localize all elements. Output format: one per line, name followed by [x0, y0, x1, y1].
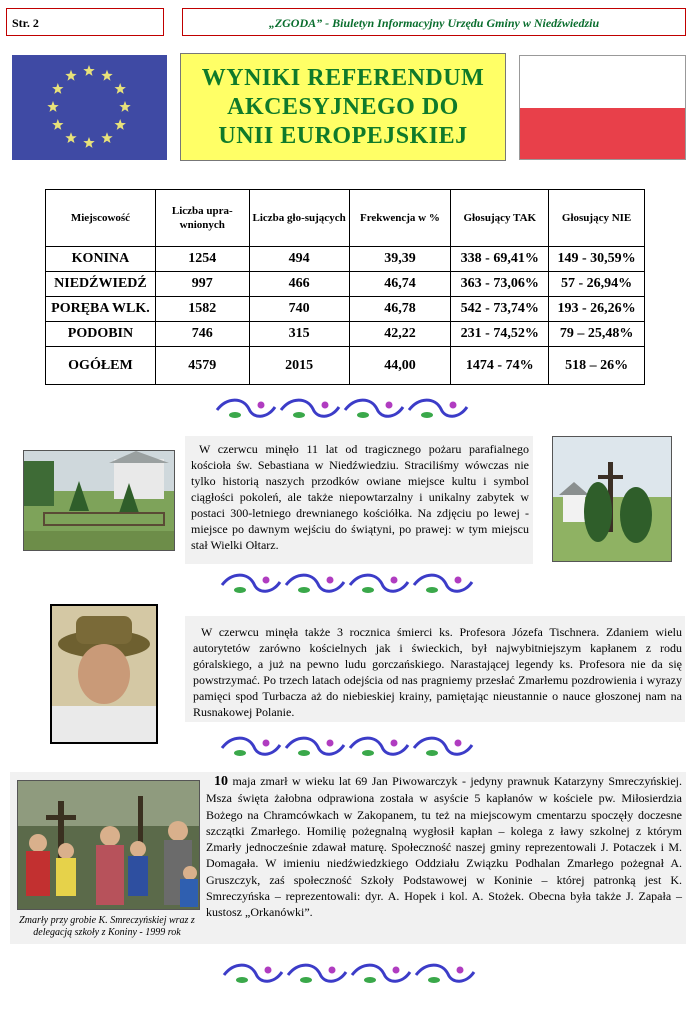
- page-number: Str. 2: [6, 8, 164, 36]
- value-cell: 2015: [249, 347, 349, 385]
- referendum-results-table: [45, 189, 645, 385]
- value-cell: 338 - 69,41%: [451, 247, 549, 272]
- ornament-divider: [218, 735, 480, 766]
- table-row: [46, 297, 645, 322]
- value-cell: 1582: [155, 297, 249, 322]
- table-row: [46, 347, 645, 385]
- swirl-icon: [409, 400, 467, 418]
- star-icon: [83, 137, 94, 148]
- tischner-text: W czerwcu minęła także 3 rocznica śmierci ks. Profesora Józefa Tischnera. Zdaniem wielu autorytetów zarówno kościelnych jak i świeckich, był najwybitniejszym kapłanem z rodu góralskiego, a już na pewno ludu gorczańskiego. Narastającej legendy ks. Profesora nie da się powstrzymać. Po trzech latach odejścia od nas pragniemy przesłać Zmarłemu pozdrowienia i wyrazy pamięci spod Turbacza aż do niebieskiej krainy, pamiętając nieustannie o nauce głoszonej nam na Rusnakowej Polanie.: [193, 625, 682, 719]
- star-icon: [115, 119, 126, 130]
- value-cell: 42,22: [349, 322, 451, 347]
- swirl-icon: [414, 575, 472, 593]
- table-row: [46, 247, 645, 272]
- col-header-yes-text: Głosujący TAK: [463, 212, 537, 224]
- table-header-row: [46, 190, 645, 247]
- star-icon: [119, 101, 130, 112]
- col-header-no: [549, 190, 645, 247]
- church-site-photo-right: [552, 436, 672, 562]
- swirl-icon: [416, 965, 474, 983]
- star-icon: [52, 83, 63, 94]
- value-cell: 542 - 73,74%: [451, 297, 549, 322]
- locality-cell: PODOBIN: [46, 322, 156, 347]
- value-cell: 997: [155, 272, 249, 297]
- star-icon: [65, 132, 76, 143]
- locality-cell: OGÓŁEM: [46, 347, 156, 385]
- value-cell: 149 - 30,59%: [549, 247, 645, 272]
- locality-cell: KONINA: [46, 247, 156, 272]
- grave-delegation-photo: [17, 780, 200, 910]
- main-title: [180, 53, 506, 161]
- swirl-icon: [286, 575, 344, 593]
- swirl-icon: [217, 400, 275, 418]
- photo-caption: Zmarły przy grobie K. Smreczyńskiej wraz z delegacją szkoły z Koniny - 1999 rok: [19, 915, 195, 938]
- church-fire-text: W czerwcu minęło 11 lat od tragicznego pożaru parafialnego kościoła św. Sebastiana w Niedźwiedziu. Straciliśmy wówczas nie tylko historią naszych przodków owiane miejsce kultu i symbol ciągłości pokoleń, ale także niepowtarzalny i unikalny zabytek w postaci 300-letniego drewnianego kościółka. Na zdjęciu po lewej - miejsce po dawnym wejściu do świątyni, po prawej: w tym miejscu stał Wielki Ołtarz.: [191, 442, 529, 552]
- star-icon: [83, 65, 94, 76]
- swirl-icon: [222, 575, 280, 593]
- star-icon: [101, 70, 112, 81]
- col-header-eligible-text: Liczba upra-wnionych: [171, 205, 233, 231]
- value-cell: 46,78: [349, 297, 451, 322]
- star-icon: [101, 132, 112, 143]
- piwowarczyk-text: maja zmarł w wieku lat 69 Jan Piwowarczyk - jedyny prawnuk Katarzyny Smreczyńskiej. Msza święta żałobna odprawiona została w asyście 5 kapłanów w kościele pw. Miłosierdzia Bożego na Chramcówkach w Zakopanem, tu też na miejscowym cmentarzu spoczęły doczesne szczątki Zmarłego. Homilię pożegnalną wygłosił kapłan – kolega z ławy szkolnej z którym Zmarły jednocześnie zdawał maturę. Społeczność naszej gminy reprezentowali J. Potaczek i M. Domagała. W imieniu niedźwiedzkiego Oddziału Związku Podhalan Zmarłego pożegnał A. Gruszczyk, zaś społeczność Szkoły Podstawowej w Koninie – której patronką jest K. Smreczyńska – reprezentowali: dyr. A. Hopek i kol. A. Stożek. Obecna była także J. Zapała – kustosz „Orkanówki”.: [206, 774, 682, 920]
- value-cell: 79 – 25,48%: [549, 322, 645, 347]
- church-site-photo-left: [23, 450, 175, 551]
- star-icon: [52, 119, 63, 130]
- col-header-yes: [451, 190, 549, 247]
- value-cell: 315: [249, 322, 349, 347]
- piwowarczyk-article: [206, 773, 682, 921]
- value-cell: 1254: [155, 247, 249, 272]
- value-cell: 740: [249, 297, 349, 322]
- col-header-turnout-text: Frekwencja w %: [360, 212, 440, 224]
- ornament-divider: [213, 397, 475, 428]
- swirl-icon: [414, 738, 472, 756]
- table-row: [46, 272, 645, 297]
- value-cell: 518 – 26%: [549, 347, 645, 385]
- locality-cell: NIEDŹWIEDŹ: [46, 272, 156, 297]
- title-line-3: UNII EUROPEJSKIEJ: [218, 123, 468, 149]
- table-row: [46, 322, 645, 347]
- value-cell: 466: [249, 272, 349, 297]
- value-cell: 57 - 26,94%: [549, 272, 645, 297]
- value-cell: 746: [155, 322, 249, 347]
- value-cell: 193 - 26,26%: [549, 297, 645, 322]
- church-fire-article: [185, 436, 533, 564]
- value-cell: 494: [249, 247, 349, 272]
- swirl-icon: [345, 400, 403, 418]
- value-cell: 1474 - 74%: [451, 347, 549, 385]
- swirl-icon: [286, 738, 344, 756]
- swirl-icon: [222, 738, 280, 756]
- col-header-voters-text: Liczba gło-sujących: [252, 212, 346, 224]
- swirl-icon: [350, 575, 408, 593]
- value-cell: 46,74: [349, 272, 451, 297]
- article-date-lead: 10: [214, 774, 228, 789]
- star-icon: [65, 70, 76, 81]
- col-header-turnout: [349, 190, 451, 247]
- swirl-icon: [352, 965, 410, 983]
- ornament-divider: [220, 962, 482, 993]
- locality-cell: PORĘBA WLK.: [46, 297, 156, 322]
- swirl-icon: [288, 965, 346, 983]
- tischner-portrait-photo: [50, 604, 158, 744]
- title-line-2: AKCESYJNEGO DO: [227, 94, 459, 120]
- value-cell: 363 - 73,06%: [451, 272, 549, 297]
- title-line-1: WYNIKI REFERENDUM: [201, 65, 485, 91]
- bulletin-title: „ZGODA” - Biuletyn Informacyjny Urzędu Gminy w Niedźwiedziu: [182, 8, 686, 36]
- swirl-icon: [281, 400, 339, 418]
- value-cell: 44,00: [349, 347, 451, 385]
- star-icon: [47, 101, 58, 112]
- col-header-voters: [249, 190, 349, 247]
- value-cell: 4579: [155, 347, 249, 385]
- col-header-eligible: [155, 190, 249, 247]
- ornament-divider: [218, 572, 480, 603]
- value-cell: 231 - 74,52%: [451, 322, 549, 347]
- polish-flag-image: [519, 55, 686, 160]
- tischner-article: [185, 616, 685, 722]
- eu-flag-image: [12, 55, 167, 160]
- value-cell: 39,39: [349, 247, 451, 272]
- col-header-locality: Miejscowość: [46, 190, 156, 247]
- col-header-no-text: Głosujący NIE: [561, 212, 632, 224]
- swirl-icon: [224, 965, 282, 983]
- star-icon: [115, 83, 126, 94]
- swirl-icon: [350, 738, 408, 756]
